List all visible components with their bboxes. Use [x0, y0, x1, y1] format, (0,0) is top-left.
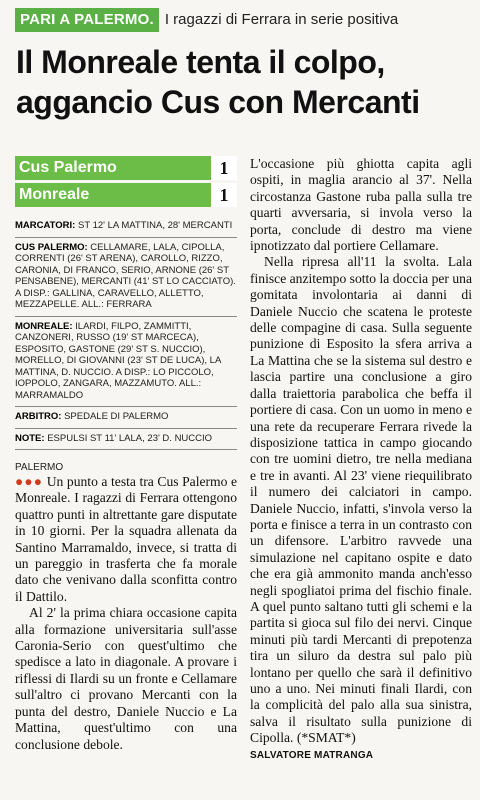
paragraph-2: Al 2' la prima chiara occasione capita alla formazione universitaria sull'asse Caronia-Serio con quest'ultimo che spedisce a lato in diagonale. A provare i riflessi di Ilardi su un fronte e Cellamare sull'altro ci provano Mercanti con la punta del destro, Daniele Nuccio e La Mattina, quest'ultimo con una conclusione debole. — [15, 605, 237, 752]
right-column — [250, 156, 472, 761]
left-column — [15, 156, 237, 753]
headline-line-1: Il Monreale tenta il colpo, — [16, 44, 385, 80]
headline-line-2: aggancio Cus con Mercanti — [16, 84, 420, 120]
monreale-lineup-text: ILARDI, FILPO, ZAMMITTI, CANZONERI, RUSSO (19' ST MARCECA), ESPOSITO, GASTONE (29' ST S. NUCCIO), MORELLO, DI GIOVANNI (23' ST DE LUCA), LA MATTINA, D. NUCCIO. A DISP.: LO PICCOLO, IOPPOLO, ZANGARA, MAZZAMUTO. ALL.: MARRAMALDO — [15, 320, 221, 401]
scorers-block — [15, 210, 237, 238]
away-team-name: Monreale — [19, 186, 90, 203]
paragraph-3: L'occasione più ghiotta capita agli ospiti, in maglia arancio al 37'. Nella circostanza Gastone ruba palla sulla tre quarti avversaria, si invola verso la porta, conclude di destro ma viene ipnotizzato dal portiere Cellamare. — [250, 156, 472, 254]
notes-block — [15, 429, 237, 451]
article-body-right — [250, 156, 472, 747]
score-row-away — [15, 183, 237, 207]
cus-lineup-text: CELLAMARE, LALA, CIPOLLA, CORRENTI (26' ST ARENA), CAROLLO, RIZZO, CARONIA, DI FRANCO, SERIO, ARNONE (26' ST PENSABENE), MERCANTI (41' ST LO CACCIATO). A DISP.: GALLINA, CARAVELLO, ALLETTO, MEZZAPELLE. ALL.: FERRARA — [15, 241, 236, 310]
scorers-text: ST 12' LA MATTINA, 28' MERCANTI — [77, 220, 233, 231]
section-tag: PARI A PALERMO. — [15, 8, 159, 32]
article-kicker — [15, 8, 470, 32]
score-row-home — [15, 156, 237, 180]
dateline: PALERMO — [15, 462, 64, 473]
byline: SALVATORE MATRANGA — [250, 749, 374, 761]
bullet-dots: ●●● — [15, 474, 44, 489]
notes-label: NOTE: — [15, 432, 45, 444]
home-team-goals: 1 — [211, 156, 237, 180]
monreale-lineup-block — [15, 317, 237, 408]
headline — [16, 42, 471, 122]
scorers-label: MARCATORI: — [15, 220, 76, 231]
away-team-goals: 1 — [211, 183, 237, 207]
paragraph-1 — [15, 474, 237, 605]
notes-text: ESPULSI ST 11' LALA, 23' D. NUCCIO — [47, 432, 213, 444]
paragraph-4: Nella ripresa all'11 la svolta. Lala finisce anzitempo sotto la doccia per una gomitata involontaria ai danni di Daniele Nuccio che scatena le proteste delle compagine di casa. Sulla seguente punizione di Esposito la sfera arriva a La Mattina che se la sistema sul destro e lascia partire una conclusione a giro dalla traiettoria parabolica che beffa il portiere di casa. Con un uomo in meno e una rete da recuperare Ferrara rivede la disposizione tattica in campo giocando con tre uomini dietro, tre nella mediana e tre in avanti. Al 23' viene riequilibrato il numero dei calciatori in campo. Daniele Nuccio, infatti, s'invola verso la porta e finisce a terra in un contrasto con un difensore. L'arbitro ravvede una simulazione nel capitano ospite e dato che era già ammonito manda anch'esso negli spogliatoi prima del fischio finale. A quel punto saltano tutti gli schemi e la partita si gioca sul filo dei nervi. Cinque minuti più tardi Mercanti di prepotenza tira un siluro da destra sul palo più lontano per quello che sarà il definitivo uno a uno. Nei minuti finali Ilardi, con la complicità del palo alla sua sinistra, salva il risultato sulla punizione di Cipolla. (*SMAT*) — [250, 254, 472, 746]
kicker-subtitle: I ragazzi di Ferrara in serie positiva — [164, 11, 399, 28]
article-body-left — [15, 474, 237, 753]
referee-label: ARBITRO: — [15, 411, 62, 422]
cus-lineup-block — [15, 238, 237, 317]
paragraph-1-text: Un punto a testa tra Cus Palermo e Monreale. I ragazzi di Ferrara ottengono quattro punti in altrettante gare disputate in 10 giorni. Per la squadra allenata da Santino Marramaldo, invece, si tratta di un pareggio in trasferta che fa morale dato che venivano dalla sconfitta contro il Dattilo. — [15, 474, 238, 604]
monreale-lineup-label: MONREALE: — [15, 320, 73, 332]
cus-lineup-label: CUS PALERMO: — [15, 241, 88, 253]
referee-text: SPEDALE DI PALERMO — [64, 411, 169, 422]
referee-block — [15, 407, 237, 429]
home-team-name: Cus Palermo — [19, 159, 117, 176]
